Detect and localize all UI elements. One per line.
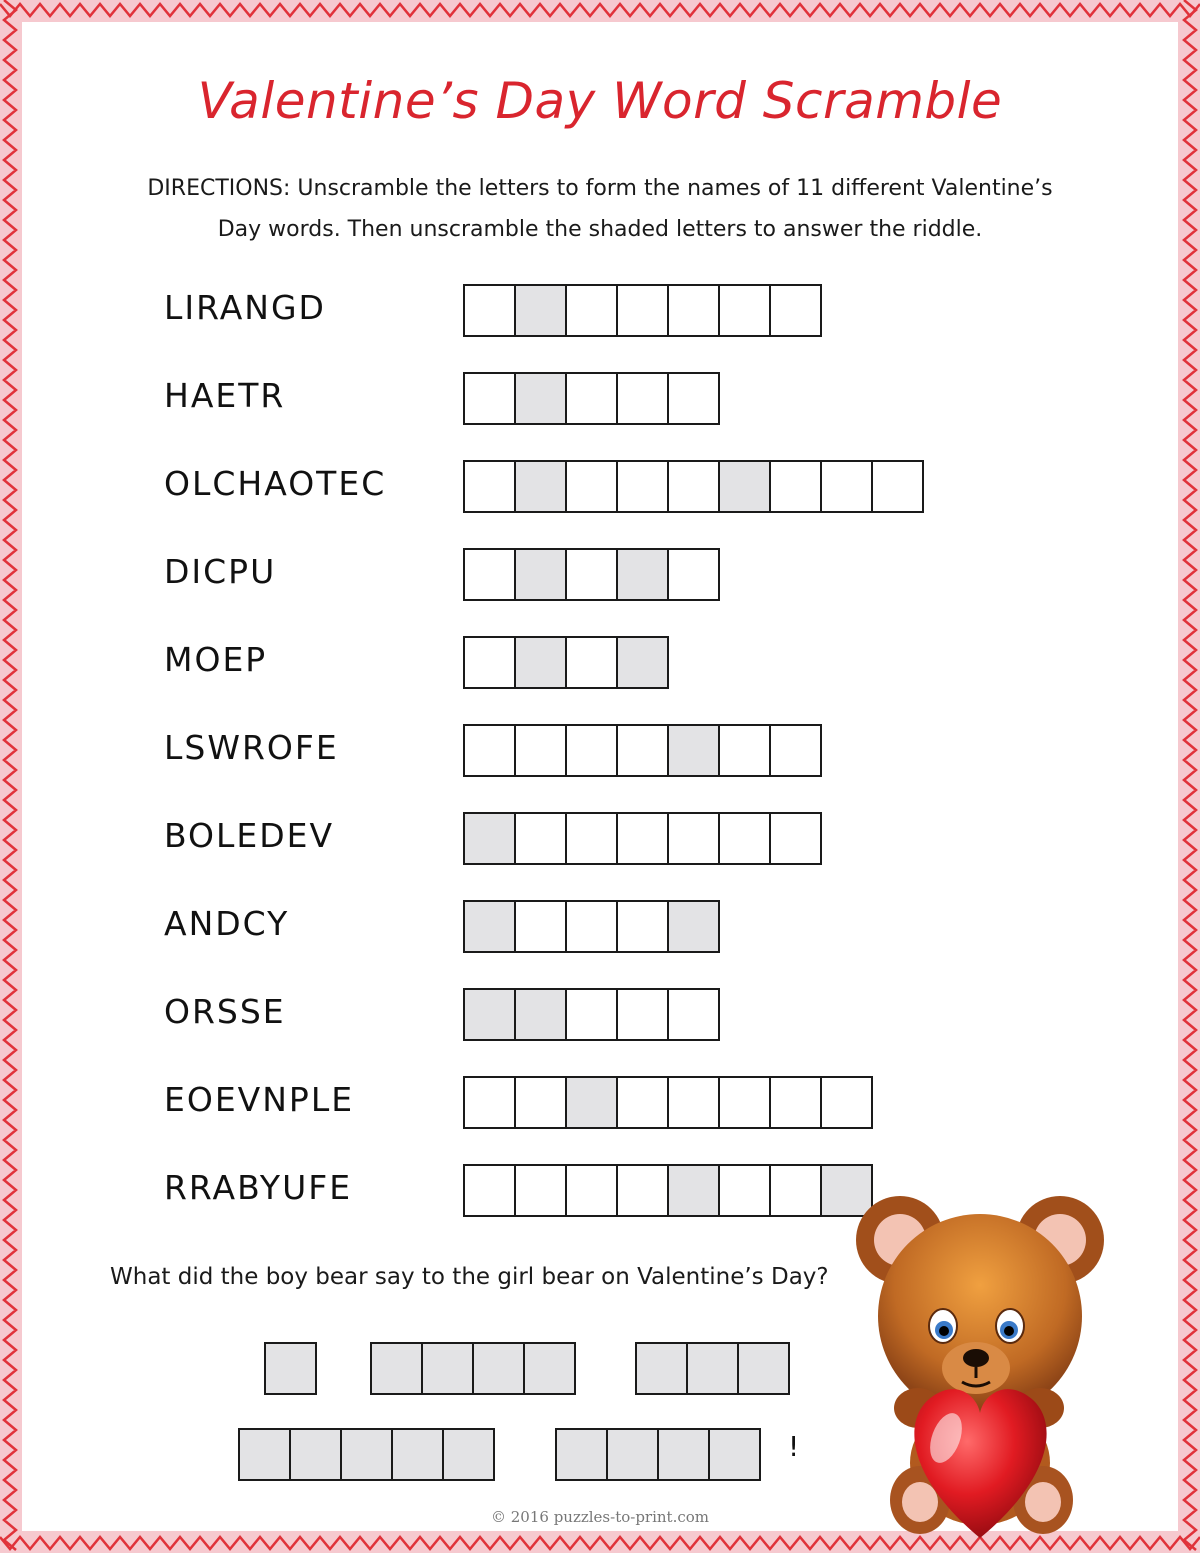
letter-box[interactable] xyxy=(514,1164,567,1217)
riddle-exclamation: ! xyxy=(788,1430,800,1463)
letter-box[interactable] xyxy=(514,812,567,865)
letter-box[interactable] xyxy=(463,284,516,337)
letter-box[interactable] xyxy=(565,460,618,513)
letter-box[interactable] xyxy=(565,1164,618,1217)
border-zigzag-line xyxy=(4,0,16,1550)
answer-boxes xyxy=(463,988,720,1041)
letter-box[interactable] xyxy=(565,812,618,865)
scrambled-word: DICPU xyxy=(164,552,277,591)
letter-box[interactable] xyxy=(616,724,669,777)
shaded-letter-box[interactable] xyxy=(463,988,516,1041)
shaded-letter-box[interactable] xyxy=(463,812,516,865)
letter-box[interactable] xyxy=(667,1076,720,1129)
shaded-letter-box[interactable] xyxy=(718,460,771,513)
letter-box[interactable] xyxy=(565,636,618,689)
letter-box[interactable] xyxy=(514,900,567,953)
riddle-question: What did the boy bear say to the girl bear on Valentine’s Day? xyxy=(110,1264,829,1290)
letter-box[interactable] xyxy=(769,1164,822,1217)
scrambled-word: BOLEDEV xyxy=(164,816,335,855)
copyright-footer: © 2016 puzzles-to-print.com xyxy=(490,1508,710,1526)
border-zigzag-line xyxy=(1184,0,1196,1550)
directions-line-2: Day words. Then unscramble the shaded letters to answer the riddle. xyxy=(217,217,983,242)
letter-box[interactable] xyxy=(667,460,720,513)
border-zigzag-line xyxy=(0,4,1200,16)
letter-box[interactable] xyxy=(718,284,771,337)
letter-box[interactable] xyxy=(718,1164,771,1217)
answer-boxes xyxy=(463,460,924,513)
letter-box[interactable] xyxy=(616,1076,669,1129)
directions-line-1: DIRECTIONS: Unscramble the letters to form the names of 11 different Valentine’s xyxy=(147,176,1053,201)
riddle-letter-box[interactable] xyxy=(523,1342,576,1395)
riddle-answer-word xyxy=(370,1342,576,1395)
answer-boxes xyxy=(463,900,720,953)
letter-box[interactable] xyxy=(718,1076,771,1129)
letter-box[interactable] xyxy=(463,460,516,513)
riddle-letter-box[interactable] xyxy=(635,1342,688,1395)
letter-box[interactable] xyxy=(769,812,822,865)
shaded-letter-box[interactable] xyxy=(616,636,669,689)
scrambled-word: EOEVNPLE xyxy=(164,1080,355,1119)
letter-box[interactable] xyxy=(769,284,822,337)
letter-box[interactable] xyxy=(463,1164,516,1217)
letter-box[interactable] xyxy=(463,372,516,425)
page-title: Valentine’s Day Word Scramble xyxy=(197,72,1003,130)
scrambled-word: MOEP xyxy=(164,640,268,679)
letter-box[interactable] xyxy=(616,372,669,425)
shaded-letter-box[interactable] xyxy=(514,636,567,689)
scrambled-word: ANDCY xyxy=(164,904,290,943)
riddle-letter-box[interactable] xyxy=(606,1428,659,1481)
answer-boxes xyxy=(463,1164,873,1217)
riddle-answer-word xyxy=(635,1342,790,1395)
letter-box[interactable] xyxy=(616,1164,669,1217)
shaded-letter-box[interactable] xyxy=(514,372,567,425)
letter-box[interactable] xyxy=(565,900,618,953)
riddle-letter-box[interactable] xyxy=(421,1342,474,1395)
letter-box[interactable] xyxy=(718,812,771,865)
shaded-letter-box[interactable] xyxy=(565,1076,618,1129)
shaded-letter-box[interactable] xyxy=(514,548,567,601)
answer-boxes xyxy=(463,812,822,865)
shaded-letter-box[interactable] xyxy=(463,900,516,953)
letter-box[interactable] xyxy=(616,812,669,865)
answer-boxes xyxy=(463,284,822,337)
directions xyxy=(80,168,1120,250)
letter-box[interactable] xyxy=(769,1076,822,1129)
scrambled-word: OLCHAOTEC xyxy=(164,464,387,503)
scrambled-word: LIRANGD xyxy=(164,288,326,327)
riddle-answer-word xyxy=(555,1428,761,1481)
letter-box[interactable] xyxy=(820,1076,873,1129)
letter-box[interactable] xyxy=(667,988,720,1041)
letter-box[interactable] xyxy=(565,372,618,425)
riddle-letter-box[interactable] xyxy=(289,1428,342,1481)
letter-box[interactable] xyxy=(565,548,618,601)
answer-boxes xyxy=(463,372,720,425)
riddle-letter-box[interactable] xyxy=(370,1342,423,1395)
riddle-letter-box[interactable] xyxy=(555,1428,608,1481)
riddle-letter-box[interactable] xyxy=(686,1342,739,1395)
scrambled-word: ORSSE xyxy=(164,992,286,1031)
letter-box[interactable] xyxy=(463,1076,516,1129)
riddle-letter-box[interactable] xyxy=(472,1342,525,1395)
letter-box[interactable] xyxy=(667,284,720,337)
letter-box[interactable] xyxy=(667,548,720,601)
riddle-letter-box[interactable] xyxy=(442,1428,495,1481)
letter-box[interactable] xyxy=(565,284,618,337)
riddle-letter-box[interactable] xyxy=(391,1428,444,1481)
letter-box[interactable] xyxy=(871,460,924,513)
scrambled-word: LSWROFE xyxy=(164,728,339,767)
shaded-letter-box[interactable] xyxy=(667,1164,720,1217)
riddle-letter-box[interactable] xyxy=(657,1428,710,1481)
letter-box[interactable] xyxy=(565,724,618,777)
scrambled-word: RRABYUFE xyxy=(164,1168,353,1207)
letter-box[interactable] xyxy=(463,636,516,689)
riddle-answer-word xyxy=(238,1428,495,1481)
letter-box[interactable] xyxy=(616,900,669,953)
letter-box[interactable] xyxy=(565,988,618,1041)
riddle-letter-box[interactable] xyxy=(340,1428,393,1481)
shaded-letter-box[interactable] xyxy=(514,284,567,337)
letter-box[interactable] xyxy=(616,988,669,1041)
letter-box[interactable] xyxy=(463,724,516,777)
shaded-letter-box[interactable] xyxy=(667,900,720,953)
riddle-letter-box[interactable] xyxy=(264,1342,317,1395)
riddle-answer-word xyxy=(264,1342,317,1395)
shaded-letter-box[interactable] xyxy=(514,988,567,1041)
letter-box[interactable] xyxy=(667,812,720,865)
riddle-letter-box[interactable] xyxy=(238,1428,291,1481)
letter-box[interactable] xyxy=(820,460,873,513)
shaded-letter-box[interactable] xyxy=(616,548,669,601)
letter-box[interactable] xyxy=(769,724,822,777)
answer-boxes xyxy=(463,724,822,777)
letter-box[interactable] xyxy=(718,724,771,777)
answer-boxes xyxy=(463,636,669,689)
scrambled-word: HAETR xyxy=(164,376,286,415)
letter-box[interactable] xyxy=(463,548,516,601)
shaded-letter-box[interactable] xyxy=(667,724,720,777)
answer-boxes xyxy=(463,1076,873,1129)
letter-box[interactable] xyxy=(769,460,822,513)
answer-boxes xyxy=(463,548,720,601)
letter-box[interactable] xyxy=(514,724,567,777)
riddle-letter-box[interactable] xyxy=(737,1342,790,1395)
letter-box[interactable] xyxy=(616,284,669,337)
letter-box[interactable] xyxy=(616,460,669,513)
letter-box[interactable] xyxy=(514,1076,567,1129)
teddy-bear-holding-heart-icon xyxy=(848,1178,1110,1543)
riddle-letter-box[interactable] xyxy=(708,1428,761,1481)
letter-box[interactable] xyxy=(667,372,720,425)
shaded-letter-box[interactable] xyxy=(514,460,567,513)
